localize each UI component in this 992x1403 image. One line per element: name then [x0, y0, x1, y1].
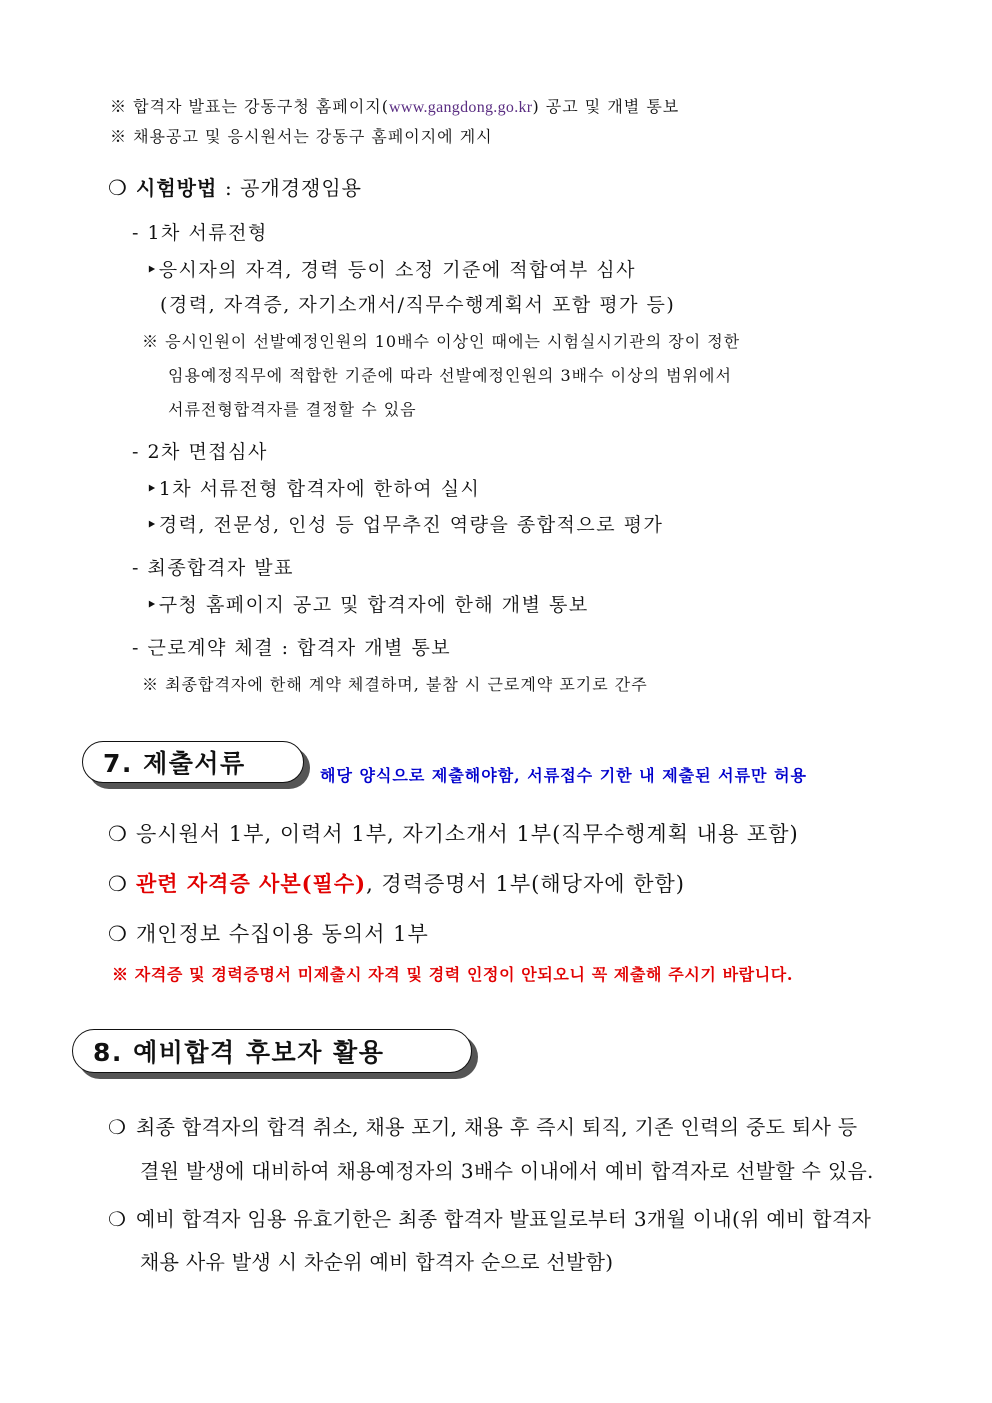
bullet-circle-icon: ❍	[108, 1115, 127, 1139]
stage1-item-sub: (경력, 자격증, 자기소개서/직무수행계획서 포함 평가 등)	[160, 294, 676, 316]
exam-method-heading	[108, 172, 362, 201]
contract-title: - 근로계약 체결 : 합격자 개별 통보	[132, 637, 452, 659]
notice-posting: ※ 채용공고 및 응시원서는 강동구 홈페이지에 게시	[110, 127, 493, 146]
reserve-item-text: 예비 합격자 임용 유효기한은 최종 합격자 발표일로부터 3개월 이내(위 예비 합격자	[136, 1207, 872, 1231]
bullet-circle-icon: ❍	[108, 872, 128, 896]
section8-heading: 8. 예비합격 후보자 활용	[93, 1038, 385, 1067]
exam-method-title: 시험방법	[136, 176, 218, 200]
stage1-note: ※ 응시인원이 선발예정인원의 10배수 이상인 때에는 시험실시기관의 장이 정한	[142, 332, 741, 351]
bullet-circle-icon: ❍	[108, 922, 128, 946]
stage2-item: ‣1차 서류전형 합격자에 한하여 실시	[146, 478, 481, 500]
section7-heading: 7. 제출서류	[103, 749, 246, 778]
section7-notice: 해당 양식으로 제출해야함, 서류접수 기한 내 제출된 서류만 허용	[320, 766, 807, 785]
stage2-title: - 2차 면접심사	[132, 441, 268, 463]
reserve-item	[108, 1203, 871, 1232]
stage2-item: ‣경력, 전문성, 인성 등 업무추진 역량을 종합적으로 평가	[146, 514, 664, 536]
bullet-circle-icon: ❍	[108, 176, 128, 200]
section8-heading-box	[72, 1029, 472, 1073]
document-item	[108, 918, 429, 948]
final-title: - 최종합격자 발표	[132, 557, 294, 579]
stage1-title: - 1차 서류전형	[132, 222, 268, 244]
section7-heading-box	[82, 741, 304, 783]
stage1-note: 임용예정직무에 적합한 기준에 따라 선발예정인원의 3배수 이상의 범위에서	[168, 366, 732, 385]
reserve-item-text: 최종 합격자의 합격 취소, 채용 포기, 채용 후 즉시 퇴직, 기존 인력의 중도 퇴사 등	[136, 1115, 858, 1139]
website-url[interactable]: www.gangdong.go.kr	[388, 99, 533, 116]
section7-warning: ※ 자격증 및 경력증명서 미제출시 자격 및 경력 인정이 안되오니 꼭 제출해 주시기 바랍니다.	[112, 965, 794, 984]
stage1-note: 서류전형합격자를 결정할 수 있음	[168, 400, 417, 419]
contract-note: ※ 최종합격자에 한해 계약 체결하며, 불참 시 근로계약 포기로 간주	[142, 675, 648, 694]
document-item	[108, 868, 685, 898]
document-item-text: 개인정보 수집이용 동의서 1부	[136, 922, 429, 946]
required-document-text: 관련 자격증 사본(필수)	[136, 871, 367, 896]
stage1-item: ‣응시자의 자격, 경력 등이 소정 기준에 적합여부 심사	[146, 259, 636, 281]
exam-method-value: : 공개경쟁임용	[224, 176, 362, 200]
reserve-item-cont: 채용 사유 발생 시 차순위 예비 합격자 순으로 선발함)	[140, 1250, 614, 1274]
document-item-text: 응시원서 1부, 이력서 1부, 자기소개서 1부(직무수행계획 내용 포함)	[136, 822, 799, 846]
reserve-item-cont: 결원 발생에 대비하여 채용예정자의 3배수 이내에서 예비 합격자로 선발할 수 있음.	[140, 1159, 874, 1183]
document-item-text: , 경력증명서 1부(해당자에 한함)	[366, 872, 685, 896]
bullet-circle-icon: ❍	[108, 822, 128, 846]
bullet-circle-icon: ❍	[108, 1207, 127, 1231]
final-item: ‣구청 홈페이지 공고 및 합격자에 한해 개별 통보	[146, 594, 589, 616]
reserve-item	[108, 1111, 857, 1140]
document-item	[108, 818, 799, 848]
notice-text: ) 공고 및 개별 통보	[532, 97, 680, 116]
notice-text: ※ 합격자 발표는 강동구청 홈페이지(	[110, 97, 389, 116]
notice-announcement	[110, 94, 679, 117]
